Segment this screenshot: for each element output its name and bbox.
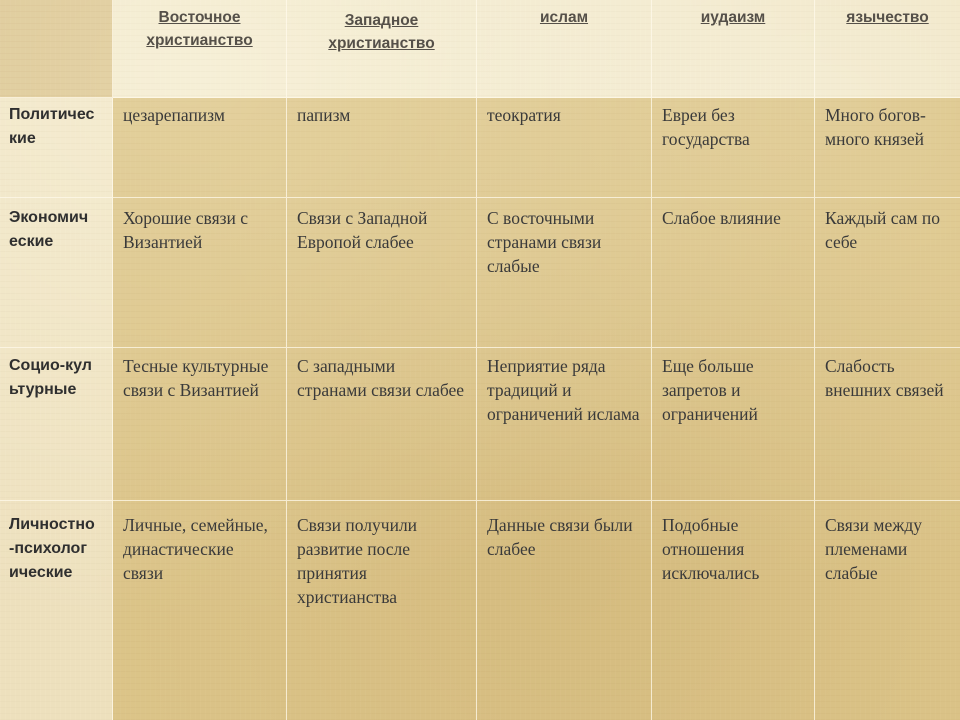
table-cell: Хорошие связи с Византией: [113, 198, 287, 348]
table-cell: Неприятие ряда традиций и ограничений ислама: [477, 348, 652, 501]
column-header-eastern-christianity: Восточное христианство: [113, 0, 287, 98]
table-cell: цезарепапизм: [113, 98, 287, 198]
table-cell: Много богов- много князей: [815, 98, 960, 198]
table-cell: папизм: [287, 98, 477, 198]
row-header-economic: Экономические: [0, 198, 113, 348]
table-cell: Связи получили развитие после принятия христианства: [287, 501, 477, 720]
table-cell: теократия: [477, 98, 652, 198]
table-cell: Слабость внешних связей: [815, 348, 960, 501]
table-cell: Связи с Западной Европой слабее: [287, 198, 477, 348]
column-header-judaism: иудаизм: [652, 0, 815, 98]
table-cell: Личные, семейные, династические связи: [113, 501, 287, 720]
row-header-socio-cultural: Социо-культурные: [0, 348, 113, 501]
row-header-political: Политические: [0, 98, 113, 198]
table-cell: Слабое влияние: [652, 198, 815, 348]
table-cell: Связи между племенами слабые: [815, 501, 960, 720]
table-cell: С западными странами связи слабее: [287, 348, 477, 501]
table-cell: С восточными странами связи слабые: [477, 198, 652, 348]
table-cell: Данные связи были слабее: [477, 501, 652, 720]
table-cell: Еще больше запретов и ограничений: [652, 348, 815, 501]
row-header-personal-psychological: Личностно-психологические: [0, 501, 113, 720]
column-header-paganism: язычество: [815, 0, 960, 98]
table-cell: Тесные культурные связи с Византией: [113, 348, 287, 501]
table-cell: Подобные отношения исключались: [652, 501, 815, 720]
table-cell: Каждый сам по себе: [815, 198, 960, 348]
table-corner-cell: [0, 0, 113, 98]
column-header-western-christianity: Западное христианство: [287, 0, 477, 98]
table-cell: Евреи без государства: [652, 98, 815, 198]
column-header-islam: ислам: [477, 0, 652, 98]
